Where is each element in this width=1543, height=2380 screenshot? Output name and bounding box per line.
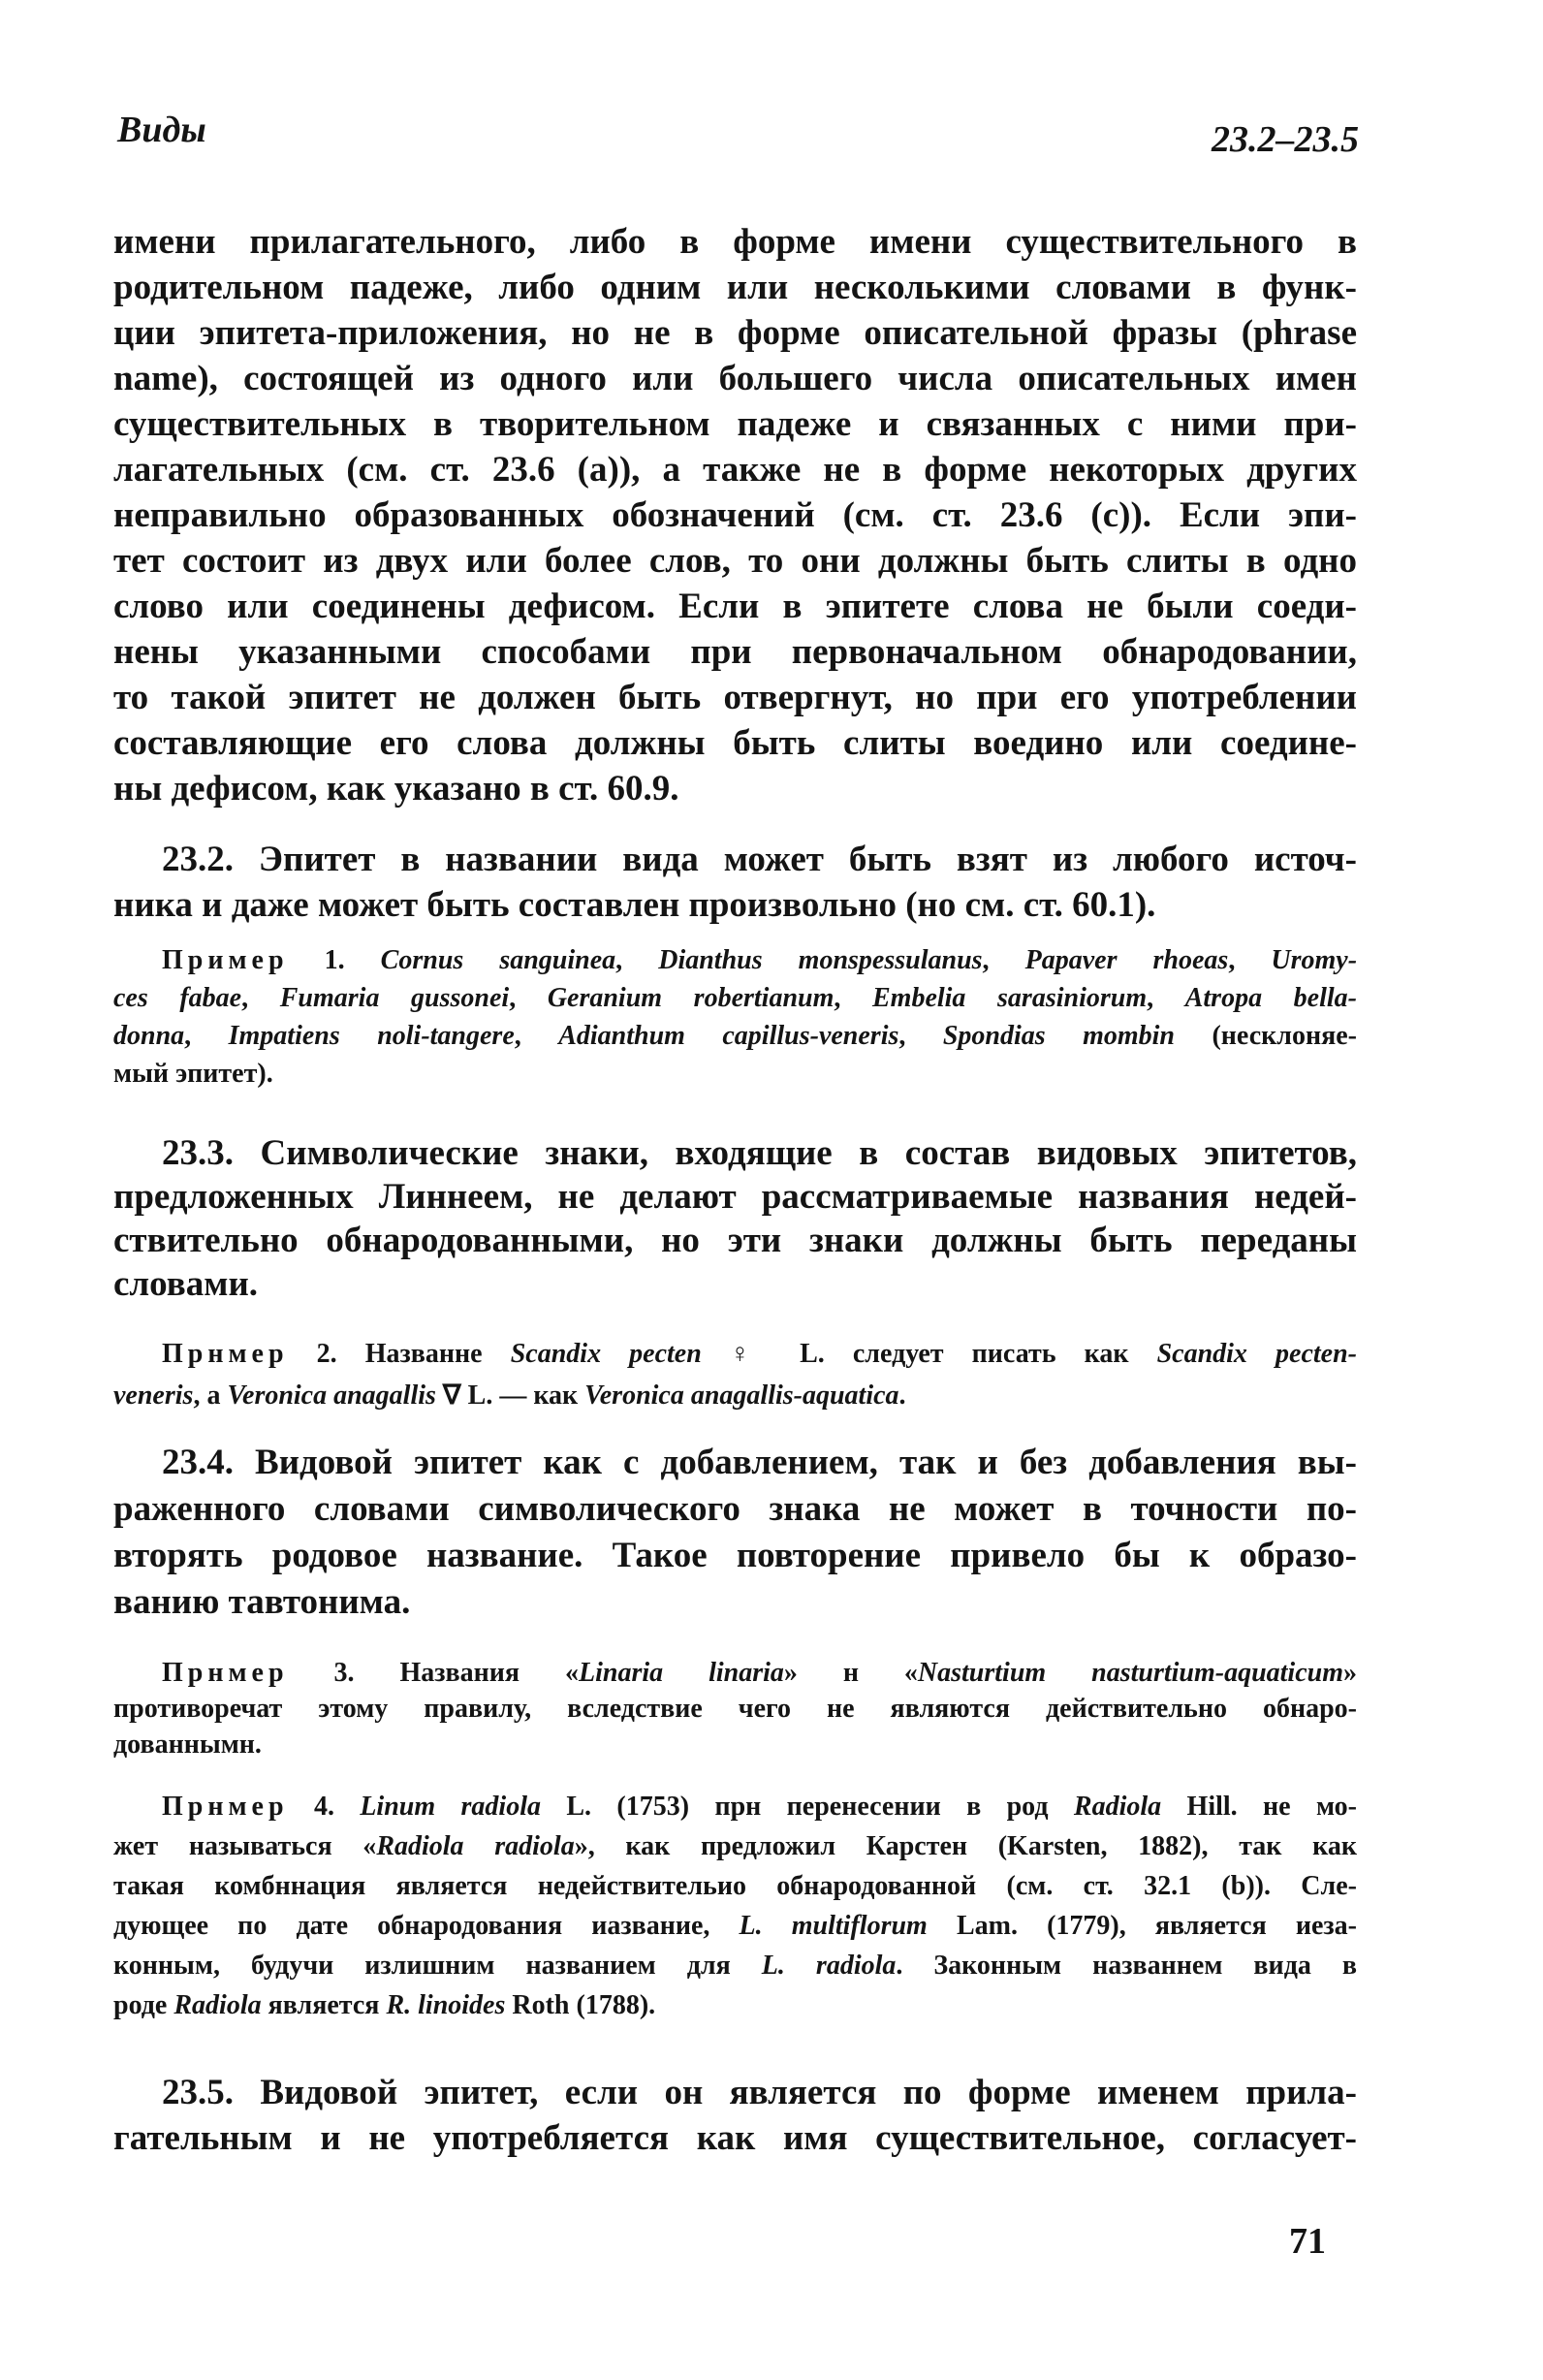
text-line: name), состоящей из одного или большего числа описательных имен <box>113 359 1357 398</box>
text-line: лагательных (см. ст. 23.6 (a)), а также не в форме некоторых других <box>113 450 1357 490</box>
example-line <box>113 1826 1357 1866</box>
taxon-name: Atropa bella- <box>1184 983 1357 1013</box>
text-segment: роде <box>113 1990 174 2020</box>
paragraph <box>113 219 1357 811</box>
taxon-name: Impatiens noli-tangere <box>228 1021 515 1051</box>
text-line: тет состоит из двух или более слов, то они должны быть слиты в одно <box>113 541 1357 581</box>
text-segment: , <box>898 1021 943 1051</box>
text-line: существительных в творительном падеже и связанных с ними при- <box>113 404 1357 444</box>
running-header-section: Виды <box>117 110 206 150</box>
example-label: Прнмер <box>162 1658 289 1688</box>
example-line <box>113 1906 1357 1946</box>
text-line: ции эпитета-приложения, но не в форме описательной фразы (phrase <box>113 313 1357 353</box>
text-segment: 1. <box>288 945 381 975</box>
example-line <box>113 1946 1357 1985</box>
taxon-name: L. multiflorum <box>739 1911 928 1941</box>
text-segment: , <box>1228 945 1272 975</box>
text-line: ны дефисом, как указано в ст. 60.9. <box>113 769 679 809</box>
text-segment: . <box>898 1380 906 1411</box>
taxon-name: Cornus sanguinea <box>380 945 616 975</box>
text-segment: 3. Названия « <box>288 1658 579 1688</box>
taxon-name: Fumaria gussonei <box>279 983 510 1013</box>
taxon-name: Spondias mombin <box>942 1021 1176 1051</box>
example-line <box>113 1375 1357 1416</box>
text-line: ствительно обнародованными, но эти знаки должны быть переданы <box>113 1221 1357 1260</box>
page-number: 71 <box>1289 2221 1326 2262</box>
text-segment: . Законным названнем вида в <box>896 1951 1357 1981</box>
taxon-name: donna <box>113 1021 185 1051</box>
text-line: нены указанными способами при первоначальном обнародовании, <box>113 632 1357 672</box>
text-segment: , <box>982 945 1025 975</box>
text-segment: , <box>514 1021 559 1051</box>
taxon-name: Dianthus monspessulanus <box>658 945 983 975</box>
text-segment: противоречат этому правилу, вследствие чего не являются действительно обнаро- <box>113 1694 1357 1724</box>
taxon-name: L. radiola <box>761 1951 897 1981</box>
text-line: словами. <box>113 1264 259 1304</box>
text-segment: L. (1753) прн перенесении в род <box>540 1792 1074 1822</box>
running-header-range: 23.2–23.5 <box>1212 119 1359 160</box>
text-line: ванию тавтонима. <box>113 1582 411 1622</box>
example-2 <box>113 1333 1357 1416</box>
text-segment: , <box>509 983 548 1013</box>
text-line: вторять родовое название. Такое повторение привело бы к образо- <box>113 1536 1357 1575</box>
text-segment: » н « <box>783 1658 918 1688</box>
text-segment: дующее по дате обнародования иазвание, <box>113 1911 740 1941</box>
text-line: гательным и не употребляется как имя существительное, согласует- <box>113 2118 1357 2158</box>
article-23-4 <box>113 1440 1357 1626</box>
taxon-name: Veronica anagallis <box>227 1380 436 1411</box>
taxon-name: Nasturtium nasturtium-aquaticum <box>917 1658 1343 1688</box>
example-line <box>113 941 1357 979</box>
text-line: 23.4. Видовой эпитет как с добавлением, так и без добавления вы- <box>162 1443 1357 1482</box>
example-label: Прнмер <box>162 1792 289 1822</box>
taxon-name: Papaver rhoeas <box>1024 945 1229 975</box>
text-line: родительном падеже, либо одним или несколькими словами в функ- <box>113 268 1357 307</box>
taxon-name: Adianthum capillus-veneris <box>558 1021 899 1051</box>
text-segment: , <box>834 983 872 1013</box>
example-line <box>113 1017 1357 1055</box>
taxon-name: Scandix pecten <box>510 1339 702 1369</box>
example-line <box>113 1655 1357 1691</box>
text-segment: , а <box>193 1380 228 1411</box>
text-line: то такой эпитет не должен быть отвергнут, но при его употреблении <box>113 678 1357 717</box>
example-line <box>113 1691 1357 1727</box>
text-segment: » <box>1343 1658 1357 1688</box>
text-segment: ∇ L. — как <box>435 1380 585 1411</box>
text-line: слово или соединены дефисом. Если в эпитете слова не были соеди- <box>113 587 1357 626</box>
article-23-2 <box>113 837 1357 928</box>
taxon-name: Scandix pecten- <box>1156 1339 1357 1369</box>
taxon-name: Radiola <box>1073 1792 1162 1822</box>
example-line <box>113 979 1357 1017</box>
taxon-name: Geranium robertianum <box>547 983 834 1013</box>
text-segment: Lam. (1779), является иеза- <box>927 1911 1357 1941</box>
text-segment: 2. Названне <box>288 1339 511 1369</box>
example-4 <box>113 1787 1357 2025</box>
text-segment: Roth (1788). <box>505 1990 656 2020</box>
text-segment: ♀ L. следует писать как <box>701 1339 1157 1369</box>
text-segment: , <box>1147 983 1185 1013</box>
text-segment: является <box>261 1990 387 2020</box>
taxon-name: veneris <box>113 1380 194 1411</box>
text-line: 23.2. Эпитет в названии вида может быть взят из любого источ- <box>162 840 1357 879</box>
text-segment: мый эпитет). <box>113 1059 273 1089</box>
example-line <box>113 1866 1357 1906</box>
text-segment: дованнымн. <box>113 1729 262 1760</box>
example-line <box>113 1985 1357 2025</box>
taxon-name: Radiola <box>173 1990 262 2020</box>
text-line: неправильно образованных обозначений (см. ст. 23.6 (c)). Если эпи- <box>113 495 1357 535</box>
taxon-name: ces fabae <box>113 983 242 1013</box>
article-23-3 <box>113 1131 1357 1306</box>
text-segment: такая комбннация является недействительио обнародованной (см. ст. 32.1 (b)). Сле- <box>113 1871 1357 1901</box>
text-line: 23.3. Символические знаки, входящие в состав видовых эпитетов, <box>162 1133 1357 1173</box>
example-label: Пример <box>162 945 289 975</box>
text-line: предложенных Линнеем, не делают рассматриваемые названия недей- <box>113 1177 1357 1217</box>
example-line <box>113 1055 1357 1093</box>
example-3 <box>113 1655 1357 1762</box>
text-segment: жет называться « <box>113 1831 377 1861</box>
text-segment: 4. <box>288 1792 361 1822</box>
example-line <box>113 1333 1357 1375</box>
text-segment: , <box>615 945 659 975</box>
taxon-name: Uromy- <box>1271 945 1358 975</box>
example-label: Прнмер <box>162 1339 289 1369</box>
taxon-name: Veronica anagallis-aquatica <box>584 1380 899 1411</box>
example-1 <box>113 941 1357 1093</box>
text-line: составляющие его слова должны быть слиты воедино или соедине- <box>113 723 1357 763</box>
taxon-name: Embelia sarasiniorum <box>871 983 1148 1013</box>
text-segment: конным, будучи излишним названием для <box>113 1951 762 1981</box>
text-line: ника и даже может быть составлен произвольно (но см. ст. 60.1). <box>113 885 1156 925</box>
text-line: 23.5. Видовой эпитет, если он является по форме именем прила- <box>162 2073 1357 2112</box>
text-segment: Hill. не мо- <box>1161 1792 1358 1822</box>
article-23-5 <box>113 2070 1357 2161</box>
text-line: имени прилагательного, либо в форме имени существительного в <box>113 222 1357 262</box>
text-segment: , <box>184 1021 229 1051</box>
text-segment: , <box>241 983 280 1013</box>
taxon-name: Radiola radiola <box>376 1831 575 1861</box>
text-segment: (несклоняе- <box>1175 1021 1357 1051</box>
taxon-name: Linum radiola <box>360 1792 541 1822</box>
example-line <box>113 1787 1357 1826</box>
taxon-name: Linaria linaria <box>578 1658 784 1688</box>
taxon-name: R. linoides <box>386 1990 506 2020</box>
text-segment: », как предложил Карстен (Karsten, 1882), так как <box>574 1831 1357 1861</box>
example-line <box>113 1727 1357 1762</box>
text-line: раженного словами символического знака не может в точности по- <box>113 1489 1357 1529</box>
